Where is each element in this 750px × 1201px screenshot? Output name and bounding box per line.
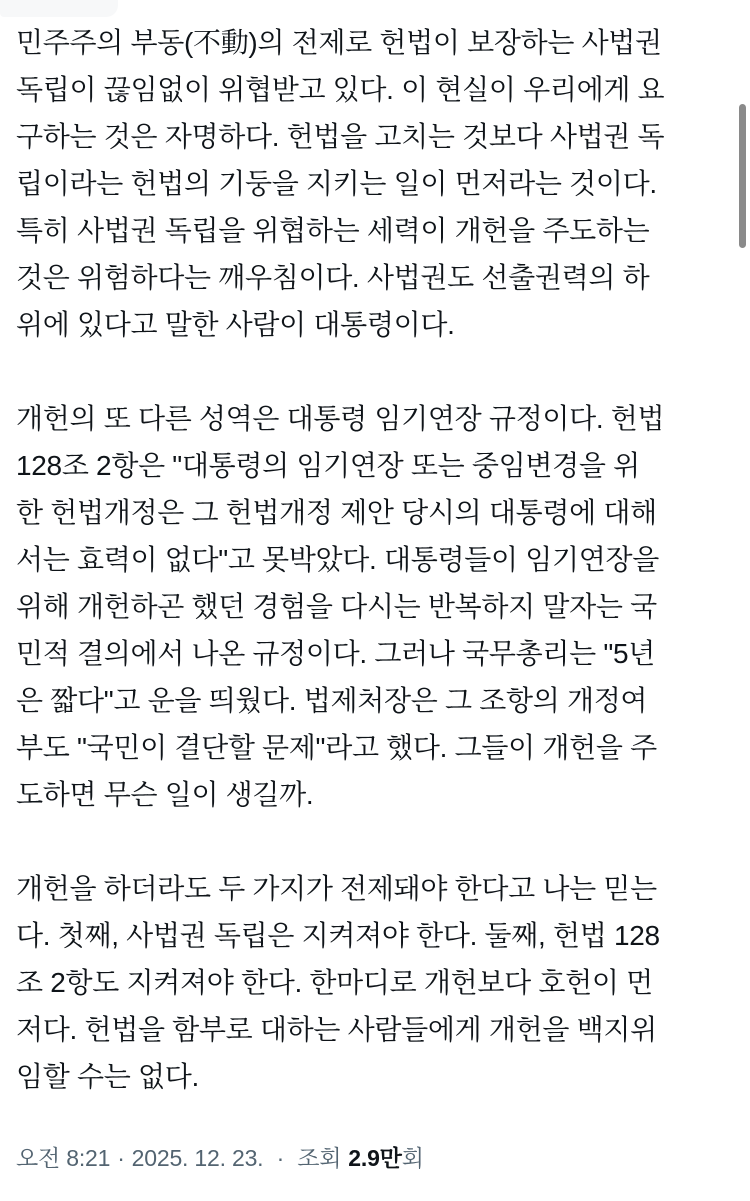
tweet-text-line: 립이라는 헌법의 기둥을 지키는 일이 먼저라는 것이다. bbox=[16, 168, 657, 199]
tweet-text-line: 저다. 헌법을 함부로 대하는 사람들에게 개헌을 백지위 bbox=[16, 1014, 657, 1045]
tweet-text-line: 임할 수는 없다. bbox=[16, 1061, 199, 1092]
tweet-text-line: 조 2항도 지켜져야 한다. 한마디로 개헌보다 호헌이 먼 bbox=[16, 967, 653, 998]
card-remnant bbox=[0, 0, 118, 17]
tweet-text-line: 은 짧다"고 운을 띄웠다. 법제처장은 그 조항의 개정여 bbox=[16, 685, 648, 716]
tweet-text-line: 다. 첫째, 사법권 독립은 지켜져야 한다. 둘째, 헌법 128 bbox=[16, 920, 660, 951]
separator-dot: · bbox=[117, 1145, 125, 1171]
tweet-text-line: 개헌을 하더라도 두 가지가 전제돼야 한다고 나는 믿는 bbox=[16, 873, 657, 904]
tweet-text-line: 것은 위험하다는 깨우침이다. 사법권도 선출권력의 하 bbox=[16, 262, 650, 293]
tweet-text-line: 위에 있다고 말한 사람이 대통령이다. bbox=[16, 309, 455, 340]
post-footer bbox=[16, 1143, 424, 1173]
views-label: 조회 bbox=[297, 1145, 342, 1171]
separator-dot: · bbox=[276, 1145, 285, 1171]
tweet-text-line: 부도 "국민이 결단할 문제"라고 했다. 그들이 개헌을 주 bbox=[16, 732, 657, 763]
tweet-text-paragraph bbox=[16, 19, 734, 348]
tweet-text-line: 서는 효력이 없다"고 못박았다. 대통령들이 임기연장을 bbox=[16, 544, 659, 575]
tweet-text-paragraph bbox=[16, 865, 734, 1100]
post-views bbox=[291, 1145, 424, 1171]
tweet-text-line: 개헌의 또 다른 성역은 대통령 임기연장 규정이다. 헌법 bbox=[16, 403, 665, 434]
views-count: 2.9만 bbox=[348, 1145, 402, 1171]
tweet-text-line: 128조 2항은 "대통령의 임기연장 또는 중임변경을 위 bbox=[16, 450, 640, 481]
tweet-text-line: 도하면 무슨 일이 생길까. bbox=[16, 779, 314, 810]
scrollbar-thumb[interactable] bbox=[739, 104, 746, 248]
tweet-text-line: 한 헌법개정은 그 헌법개정 제안 당시의 대통령에 대해 bbox=[16, 497, 657, 528]
tweet-text-line: 독립이 끊임없이 위협받고 있다. 이 현실이 우리에게 요 bbox=[16, 74, 665, 105]
tweet-text-line: 특히 사법권 독립을 위협하는 세력이 개헌을 주도하는 bbox=[16, 215, 650, 246]
tweet-text-paragraph bbox=[16, 395, 734, 818]
tweet-text-line: 민주주의 부동(不動)의 전제로 헌법이 보장하는 사법권 bbox=[16, 27, 662, 58]
views-unit: 회 bbox=[401, 1145, 424, 1171]
post-date: 2025. 12. 23. bbox=[131, 1145, 264, 1171]
tweet-text bbox=[16, 19, 734, 1100]
post-time: 오전 8:21 bbox=[16, 1145, 111, 1171]
post-timestamp[interactable] bbox=[16, 1145, 270, 1171]
tweet-text-line: 구하는 것은 자명하다. 헌법을 고치는 것보다 사법권 독 bbox=[16, 121, 665, 152]
tweet-text-line: 민적 결의에서 나온 규정이다. 그러나 국무총리는 "5년 bbox=[16, 638, 655, 669]
tweet-text-line: 위해 개헌하곤 했던 경험을 다시는 반복하지 말자는 국 bbox=[16, 591, 657, 622]
